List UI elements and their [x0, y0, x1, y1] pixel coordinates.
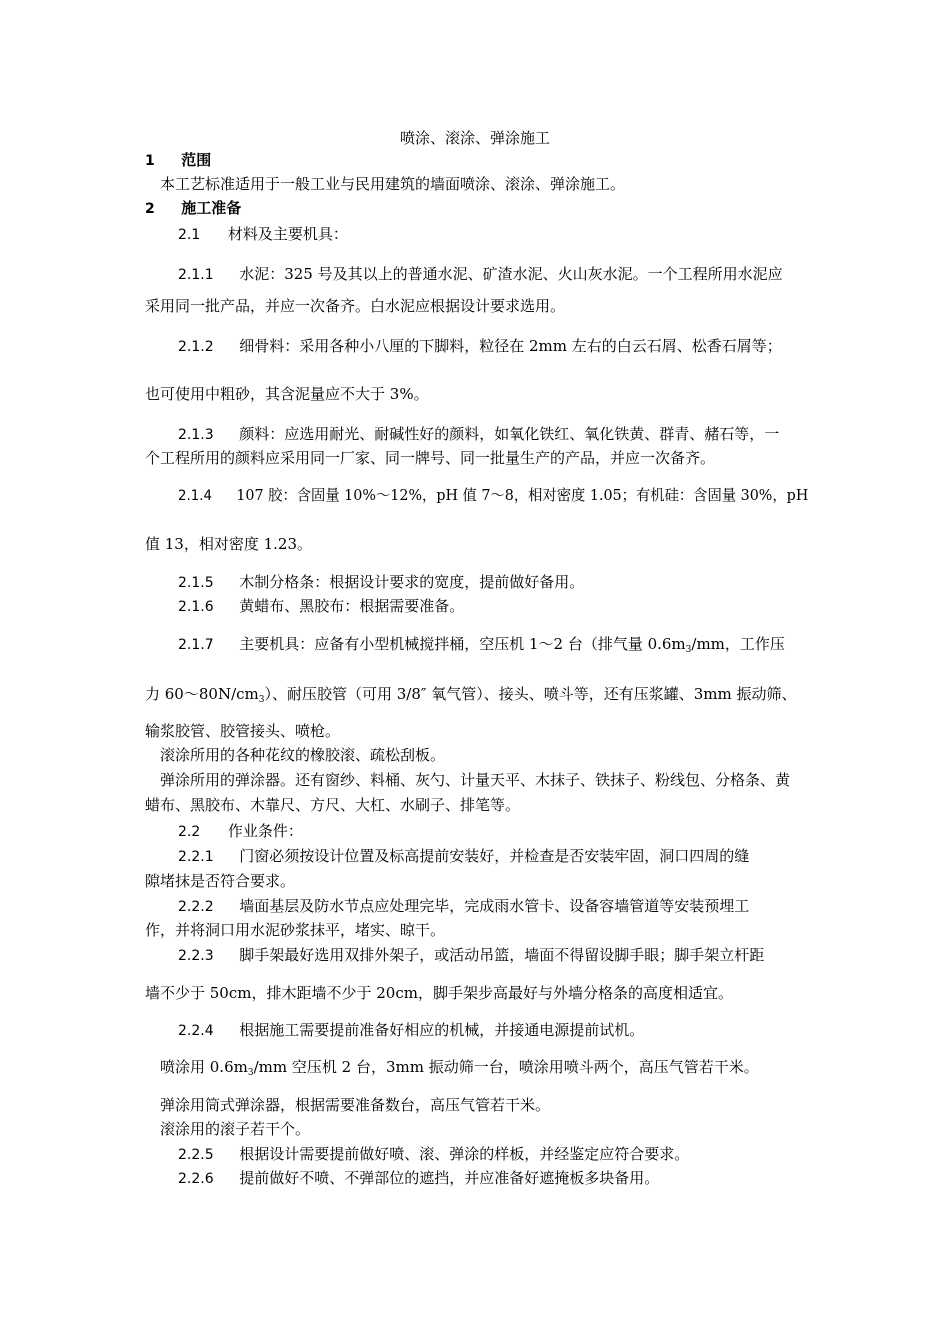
item-number: 2.1.1 — [178, 267, 214, 283]
item-continuation — [145, 684, 797, 710]
item-number: 2.2.6 — [178, 1171, 214, 1187]
item-2-2-5 — [178, 1144, 689, 1165]
page-title: 喷涂、滚涂、弹涂施工 — [399, 129, 550, 147]
item-text: ）、耐压胶管（可用 3/8″ 氧气管）、接头、喷斗等，还有压浆罐、3mm 振动筛、 — [264, 685, 797, 703]
item-continuation: 个工程所用的颜料应采用同一厂家、同一牌号、同一批量生产的产品，并应一次备齐。 — [145, 449, 716, 467]
item-2-2-1 — [178, 846, 749, 867]
item-number: 2.1.5 — [178, 575, 214, 591]
section-number: 2 — [145, 201, 155, 217]
section-title: 作业条件： — [227, 822, 303, 840]
paragraph: 弹涂所用的弹涂器。还有窗纱、料桶、灰勺、计量天平、木抹子、铁抹子、粉线包、分格条、黄 — [160, 771, 791, 789]
section-number: 2.1 — [178, 227, 201, 243]
item-text: 墙面基层及防水节点应处理完毕，完成雨水管卡、设备容墙管道等安装预埋工 — [239, 897, 750, 915]
section-title: 材料及主要机具： — [227, 225, 348, 243]
item-number: 2.1.6 — [178, 599, 214, 615]
item-number: 2.2.2 — [178, 899, 214, 915]
section-title: 范围 — [181, 151, 212, 169]
section-title: 施工准备 — [181, 199, 242, 217]
item-text: 脚手架最好选用双排外架子，或活动吊篮，墙面不得留设脚手眼；脚手架立杆距 — [239, 946, 765, 964]
paragraph: 滚涂所用的各种花纹的橡胶滚、疏松刮板。 — [160, 746, 446, 764]
paragraph: 本工艺标准适用于一般工业与民用建筑的墙面喷涂、滚涂、弹涂施工。 — [160, 175, 626, 193]
item-text: 主要机具：应备有小型机械搅拌桶，空压机 1～2 台（排气量 0.6m — [239, 635, 686, 653]
item-continuation: 墙不少于 50cm，排木距墙不少于 20cm，脚手架步高最好与外墙分格条的高度相适宜。 — [145, 984, 733, 1002]
paragraph-continuation: 蜡布、黑胶布、木靠尺、方尺、大杠、水刷子、排笔等。 — [145, 796, 521, 814]
item-text: 107 胶：含固量 10%～12%，pH 值 7～8，相对密度 1.05；有机硅：含固量 30%，pH — [236, 486, 809, 504]
subscript: 3 — [685, 645, 692, 655]
item-2-1-5 — [178, 572, 584, 593]
item-number: 2.1.3 — [178, 427, 214, 443]
paragraph-text: /mm 空压机 2 台，3mm 振动筛一台，喷涂用喷斗两个，高压气管若干米。 — [253, 1058, 759, 1076]
item-2-1-7 — [178, 634, 785, 660]
item-continuation: 采用同一批产品，并应一次备齐。白水泥应根据设计要求选用。 — [145, 297, 566, 315]
section-2-heading — [145, 198, 241, 219]
section-1-heading — [145, 150, 211, 171]
item-text: 颜料：应选用耐光、耐碱性好的颜料，如氧化铁红、氧化铁黄、群青、赭石等，一 — [239, 425, 780, 443]
item-text: 水泥：325 号及其以上的普通水泥、矿渣水泥、火山灰水泥。一个工程所用水泥应 — [239, 265, 783, 283]
item-text: 力 60～80N/cm — [145, 685, 259, 703]
item-2-2-3 — [178, 945, 764, 966]
paragraph: 滚涂用的滚子若干个。 — [160, 1120, 311, 1138]
item-number: 2.2.1 — [178, 849, 214, 865]
section-number: 2.2 — [178, 824, 201, 840]
item-continuation: 也可使用中粗砂，其含泥量应不大于 3%。 — [145, 385, 429, 403]
subscript: 3 — [247, 1068, 254, 1078]
item-2-2-4 — [178, 1020, 644, 1041]
subsection-2-2-heading — [178, 821, 303, 842]
item-continuation: 值 13，相对密度 1.23。 — [145, 535, 313, 553]
item-2-1-1 — [178, 264, 783, 285]
item-text: 黄蜡布、黑胶布：根据需要准备。 — [239, 597, 465, 615]
item-text: 门窗必须按设计位置及标高提前安装好，并检查是否安装牢固，洞口四周的缝 — [239, 847, 750, 865]
paragraph: 弹涂用筒式弹涂器，根据需要准备数台，高压气管若干米。 — [160, 1096, 551, 1114]
item-2-1-3 — [178, 424, 779, 445]
item-continuation: 作，并将洞口用水泥砂浆抹平，堵实、晾干。 — [145, 921, 446, 939]
item-text: 根据施工需要提前准备好相应的机械，并接通电源提前试机。 — [239, 1021, 645, 1039]
paragraph-text: 喷涂用 0.6m — [160, 1058, 248, 1076]
subsection-2-1-heading — [178, 224, 348, 245]
item-text: /mm，工作压 — [691, 635, 785, 653]
item-number: 2.1.7 — [178, 637, 214, 653]
item-2-1-4 — [178, 485, 808, 506]
item-text: 细骨料：采用各种小八厘的下脚料，粒径在 2mm 左右的白云石屑、松香石屑等； — [239, 337, 782, 355]
item-number: 2.1.4 — [178, 488, 212, 504]
subscript: 3 — [258, 695, 265, 705]
item-2-1-2 — [178, 336, 782, 357]
item-text: 根据设计需要提前做好喷、滚、弹涂的样板，并经鉴定应符合要求。 — [239, 1145, 690, 1163]
item-2-1-6 — [178, 596, 464, 617]
item-continuation: 隙堵抹是否符合要求。 — [145, 872, 296, 890]
item-text: 木制分格条：根据设计要求的宽度，提前做好备用。 — [239, 573, 585, 591]
paragraph — [160, 1057, 759, 1083]
section-number: 1 — [145, 153, 155, 169]
item-text: 提前做好不喷、不弹部位的遮挡，并应准备好遮掩板多块备用。 — [239, 1169, 660, 1187]
item-number: 2.1.2 — [178, 339, 214, 355]
item-continuation: 输浆胶管、胶管接头、喷枪。 — [145, 722, 341, 740]
item-number: 2.2.5 — [178, 1147, 214, 1163]
item-2-2-6 — [178, 1168, 659, 1189]
item-2-2-2 — [178, 896, 749, 917]
item-number: 2.2.4 — [178, 1023, 214, 1039]
item-number: 2.2.3 — [178, 948, 214, 964]
